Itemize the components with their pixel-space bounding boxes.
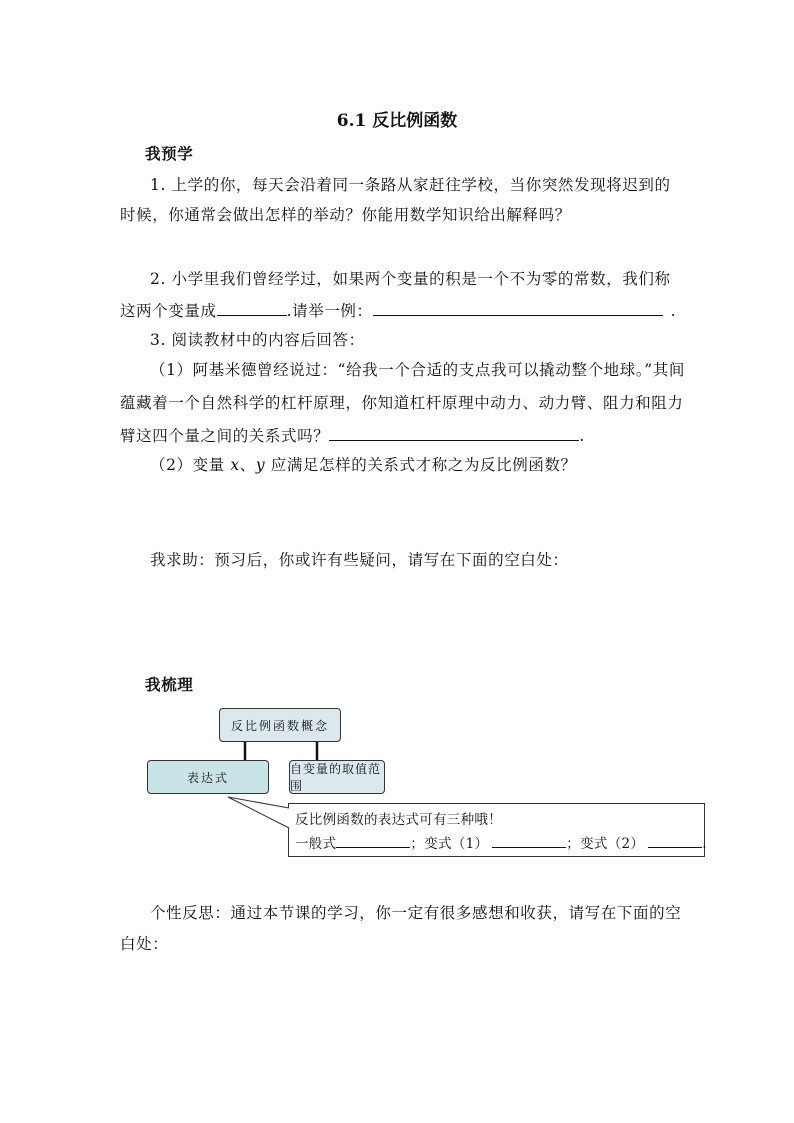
callout-end: . [702,836,707,852]
callout-box [288,803,705,857]
answer-blank-variant-1[interactable] [492,834,566,848]
question-1-line-1: 1. 上学的你，每天会沿着同一条路从家赶往学校，当你突然发现将迟到的 [150,176,671,194]
domain-box: 自变量的取值范围 [289,760,385,794]
variant-2-label: ；变式（2） [566,836,645,852]
variable-y: y [255,456,266,474]
question-3-2-text-b: 应满足怎样的关系式才称之为反比例函数？ [265,456,577,474]
question-3-1-line-2: 蕴藏着一个自然科学的杠杆原理，你知道杠杆原理中动力、动力臂、阻力和阻力 [120,394,684,412]
review-heading: 我梳理 [145,675,194,694]
question-3-2-text-a: （2）变量 [150,456,231,474]
question-3-1-end: . [579,427,585,445]
preview-heading: 我预学 [145,144,194,163]
question-3-1-text: 臂这四个量之间的关系式吗？ [120,427,330,445]
answer-blank-variant-2[interactable] [648,834,702,848]
question-1-line-2: 时候，你通常会做出怎样的举动？你能用数学知识给出解释吗？ [120,206,571,224]
reflection-line-2: 白处： [120,935,169,953]
answer-blank-general[interactable] [336,834,410,848]
question-2-line-1: 2. 小学里我们曾经学过，如果两个变量的积是一个不为零的常数，我们称 [150,270,671,288]
question-3: 3. 阅读教材中的内容后回答： [150,331,365,349]
question-2-text-a: 这两个变量成 [120,302,217,320]
question-2-end: . [670,302,677,320]
variant-1-label: ；变式（1） [410,836,489,852]
question-3-2-sep: 、 [239,456,256,474]
help-prompt: 我求助：预习后，你或许有些疑问，请写在下面的空白处： [150,551,569,569]
callout-line-2 [295,832,707,852]
reflection-line-1: 个性反思：通过本节课的学习，你一定有很多感想和收获，请写在下面的空 [150,904,682,922]
general-form-label: 一般式 [295,836,337,852]
callout-line-1: 反比例函数的表达式可有三种哦！ [295,812,502,828]
concept-root-box: 反比例函数概念 [219,708,341,742]
expression-box: 表达式 [147,760,269,794]
question-2-text-b: .请举一例： [286,302,373,320]
question-3-1-line-1: （1）阿基米德曾经说过：“给我一个合适的支点我可以撬动整个地球。”其间 [150,361,685,379]
page-title: 6.1 反比例函数 [336,111,458,131]
variable-x: x [230,456,240,474]
